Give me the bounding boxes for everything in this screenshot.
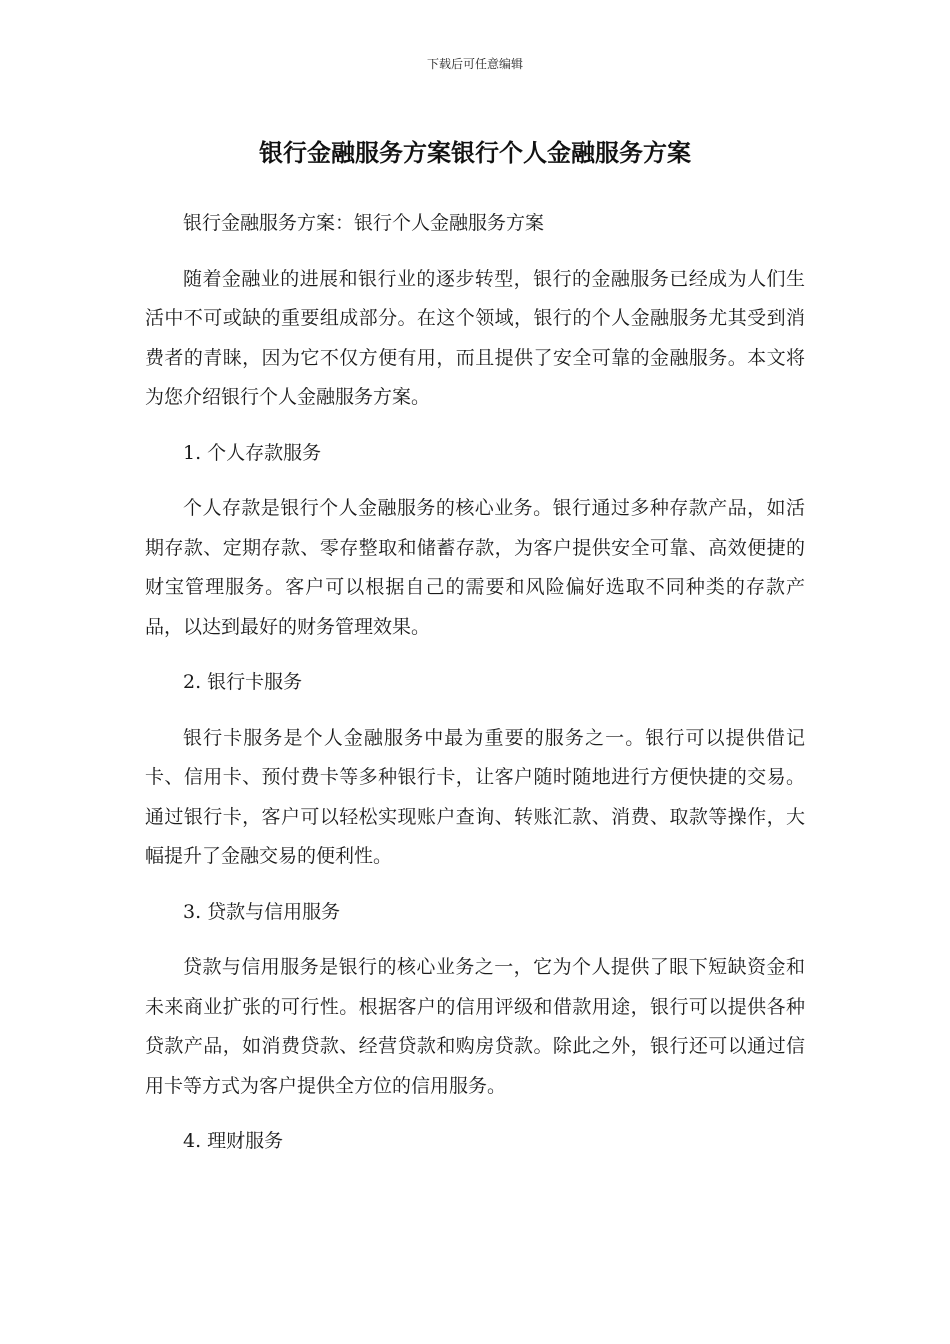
section-heading-3: 3. 贷款与信用服务 xyxy=(183,900,341,923)
section-heading-4: 4. 理财服务 xyxy=(183,1130,284,1152)
document-subtitle: 银行金融服务方案：银行个人金融服务方案 xyxy=(183,212,545,234)
section-heading-2: 2. 银行卡服务 xyxy=(183,671,303,693)
document-title: 银行金融服务方案银行个人金融服务方案 xyxy=(259,139,691,167)
document-body xyxy=(145,204,805,1162)
section-body-3: 贷款与信用服务是银行的核心业务之一，它为个人提供了眼下短缺资金和未来商业扩张的可行性。根据客户的信用评级和借款用途，银行可以提供各种贷款产品，如消费贷款、经营贷款和购房贷款。除此之外，银行还可以通过信用卡等方式为客户提供全方位的信用服务。 xyxy=(145,956,805,1097)
section-body-1: 个人存款是银行个人金融服务的核心业务。银行通过多种存款产品，如活期存款、定期存款、零存整取和储蓄存款，为客户提供安全可靠、高效便捷的财宝管理服务。客户可以根据自己的需要和风险偏好选取不同种类的存款产品，以达到最好的财务管理效果。 xyxy=(145,497,805,638)
section-body-2: 银行卡服务是个人金融服务中最为重要的服务之一。银行可以提供借记卡、信用卡、预付费卡等多种银行卡，让客户随时随地进行方便快捷的交易。通过银行卡，客户可以轻松实现账户查询、转账汇款、消费、取款等操作，大幅提升了金融交易的便利性。 xyxy=(145,726,805,867)
section-heading-1: 1. 个人存款服务 xyxy=(183,441,322,464)
intro-paragraph: 随着金融业的进展和银行业的逐步转型，银行的金融服务已经成为人们生活中不可或缺的重要组成部分。在这个领域，银行的个人金融服务尤其受到消费者的青睐，因为它不仅方便有用，而且提供了安全可靠的金融服务。本文将为您介绍银行个人金融服务方案。 xyxy=(145,267,805,408)
header-note: 下载后可任意编辑 xyxy=(426,57,523,71)
